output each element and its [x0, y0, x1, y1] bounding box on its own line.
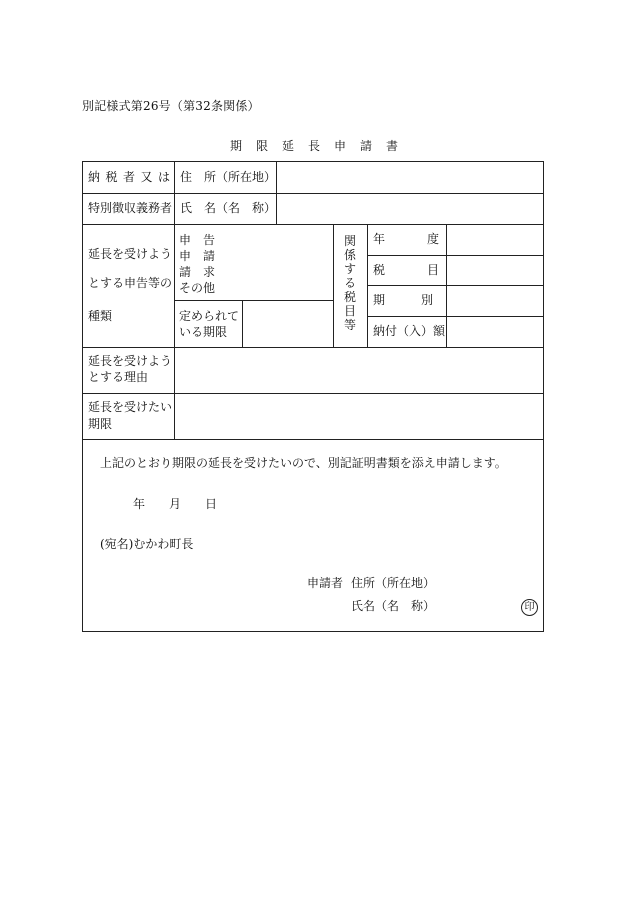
- period-label: 期 別: [373, 293, 433, 307]
- declaration-type-label-2: とする申告等の: [88, 276, 173, 290]
- address-label: 住 所（所在地）: [180, 170, 277, 184]
- application-form-table: [82, 161, 544, 632]
- applicant-name-label: 氏名（名 称）: [351, 599, 436, 613]
- rule-related-right: [367, 224, 368, 347]
- declaration-type-label-1: 延長を受けよう: [88, 247, 173, 261]
- special-collector-label: 特別徴収義務者: [88, 201, 173, 215]
- application-date: 年 月 日: [133, 497, 224, 511]
- prescribed-deadline-label-2: いる期限: [179, 325, 228, 339]
- addressee: (宛名)むかわ町長: [100, 537, 194, 551]
- related-tax-vertical-label: 関 係 す る 税 目 等: [343, 234, 356, 332]
- declaration-option-shinsei: 申 請: [179, 249, 216, 263]
- applicant-address-label: 住所（所在地）: [351, 576, 436, 590]
- reason-label-1: 延長を受けよう: [88, 354, 173, 368]
- rule-reason-bottom: [83, 393, 543, 394]
- rule-year-bottom: [367, 255, 543, 256]
- fiscal-year-label: 年 度: [373, 232, 439, 246]
- rule-address-col: [276, 162, 277, 224]
- payment-amount-label: 納付（入） 額: [373, 324, 446, 338]
- rule-types-bottom: [83, 347, 543, 348]
- rule-related-left: [333, 224, 334, 347]
- taxpayer-label: 納 税 者 又 は: [88, 170, 170, 184]
- rule-period-bottom: [367, 316, 543, 317]
- rule-item-col: [446, 224, 447, 347]
- declaration-option-other: その他: [179, 281, 216, 295]
- page-title: 期限延長申請書: [229, 139, 412, 153]
- seal-mark: 印: [521, 599, 538, 616]
- rule-taxpayer-mid: [83, 193, 543, 194]
- prescribed-deadline-label-1: 定められて: [179, 309, 240, 323]
- desired-deadline-label-1: 延長を受けたい: [88, 400, 173, 414]
- rule-deadline-top: [174, 300, 333, 301]
- desired-deadline-label-2: 期限: [88, 417, 113, 431]
- rule-label-col: [174, 162, 175, 439]
- rule-deadline-col: [242, 300, 243, 347]
- name-label: 氏 名（名 称）: [180, 201, 277, 215]
- rule-taxpayer-bottom: [83, 224, 543, 225]
- declaration-type-label-3: 種類: [88, 309, 113, 323]
- form-number: 別記様式第26号（第32条関係）: [82, 99, 260, 113]
- declaration-option-seikyu: 請 求: [179, 265, 216, 279]
- rule-desired-bottom: [83, 439, 543, 440]
- declaration-option-shinkoku: 申 告: [179, 233, 216, 247]
- applicant-label: 申請者: [307, 576, 344, 590]
- statement-body: 上記のとおり期限の延長を受けたいので、別記証明書類を添え申請します。: [100, 456, 507, 470]
- rule-taxitem-bottom: [367, 285, 543, 286]
- reason-label-2: とする理由: [88, 370, 149, 384]
- tax-item-label: 税 目: [373, 263, 439, 277]
